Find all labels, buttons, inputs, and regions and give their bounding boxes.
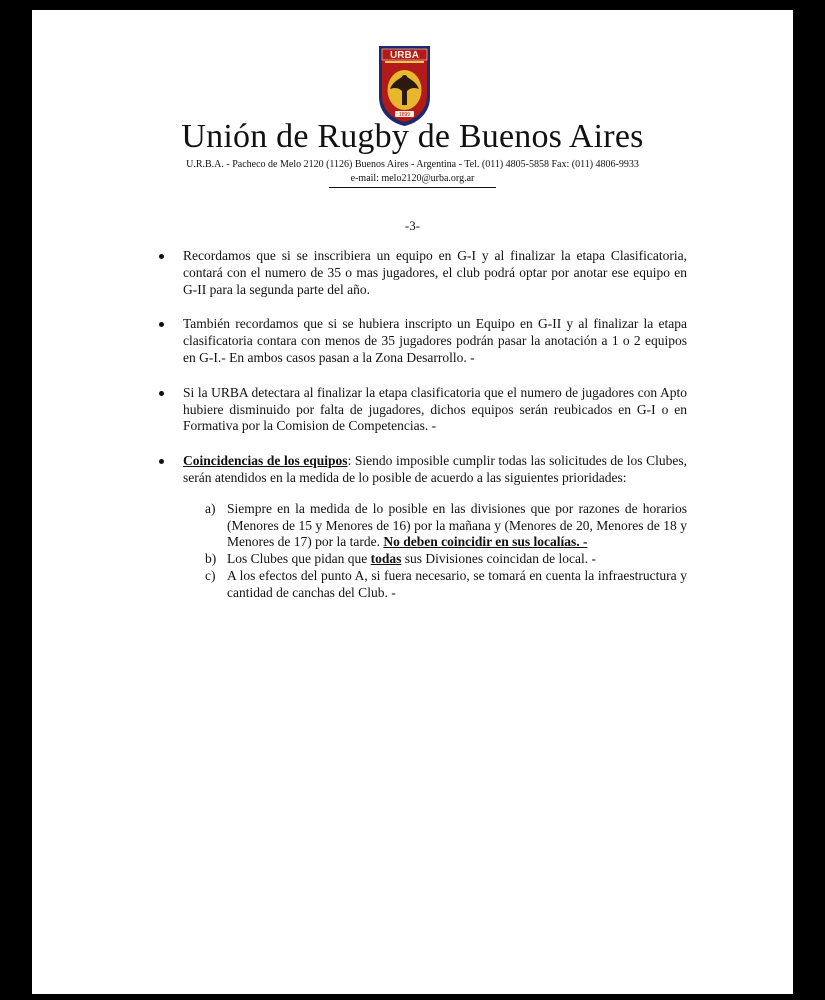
priority-text: Los Clubes que pidan que (227, 551, 371, 567)
email-line: e-mail: melo2120@urba.org.ar (329, 172, 497, 188)
urba-crest-logo (378, 45, 431, 127)
priority-text: Siempre en la medida de lo posible en las divisiones que por razones de horarios (Menores de 15 y Menores de 16) por la mañana y (Menores de 20, Menores de 18 y Menores de 17) por la tarde. (227, 500, 687, 550)
priority-emphasis: No deben coincidir en sus localías. - (383, 534, 588, 550)
contact-block (32, 158, 793, 188)
contact-line: U.R.B.A. - Pacheco de Melo 2120 (1126) Buenos Aires - Argentina - Tel. (011) 4805-5858 Fax: (011) 4806-9933 (186, 159, 639, 170)
bullet-item (159, 248, 687, 298)
priority-label: b) (205, 551, 217, 567)
bullet-icon (159, 459, 164, 464)
bullet-icon (159, 254, 164, 259)
bullet-item (159, 385, 687, 435)
priority-item-b (205, 551, 687, 568)
coincidencias-heading: Coincidencias de los equipos (183, 453, 348, 469)
bullet-icon (159, 322, 164, 327)
bullet-text: También recordamos que si se hubiera inscripto un Equipo en G-II y al finalizar la etapa clasificatoria contara con menos de 35 jugadores podrán pasar la anotación a 1 o 2 equipos en G-I.- En ambos casos pasan a la Zona Desarrollo. - (183, 316, 687, 365)
logo-text: URBA (390, 50, 419, 61)
priority-label: c) (205, 567, 216, 583)
priority-text: A los efectos del punto A, si fuera necesario, se tomará en cuenta la infraestructura y cantidad de canchas del Club. - (227, 567, 687, 600)
bullet-text: Si la URBA detectara al finalizar la etapa clasificatoria que el numero de jugadores con Apto hubiere disminuido por falta de jugadores, dichos equipos serán reubicados en G-I o en Formativa por la Comision de Competencias. - (183, 384, 687, 434)
page-number: -3- (404, 218, 421, 233)
page-title: Unión de Rugby de Buenos Aires (181, 118, 644, 155)
priority-label: a) (205, 500, 216, 516)
priority-item-c (205, 568, 687, 602)
coincidencias-text: : Siendo imposible cumplir todas las solicitudes de los Clubes, serán atendidos en la medida de lo posible de acuerdo a las siguientes prioridades: (183, 453, 687, 485)
priority-item-a (205, 501, 687, 551)
priority-text-after: sus Divisiones coincidan de local. - (401, 551, 596, 567)
bullet-text: Recordamos que si se inscribiera un equipo en G-I y al finalizar la etapa Clasificatoria, contará con el numero de 35 o mas jugadores, el club podrá optar por anotar ese equipo en G-II para la segunda parte del año. (183, 248, 687, 297)
document-page (32, 10, 793, 994)
bullet-item (159, 316, 687, 366)
priority-emphasis: todas (370, 551, 402, 567)
bullet-icon (159, 391, 164, 396)
priority-list (183, 501, 687, 602)
document-body (159, 248, 687, 620)
bullet-item-coincidencias (159, 453, 687, 601)
logo-year: 1899 (398, 112, 411, 118)
